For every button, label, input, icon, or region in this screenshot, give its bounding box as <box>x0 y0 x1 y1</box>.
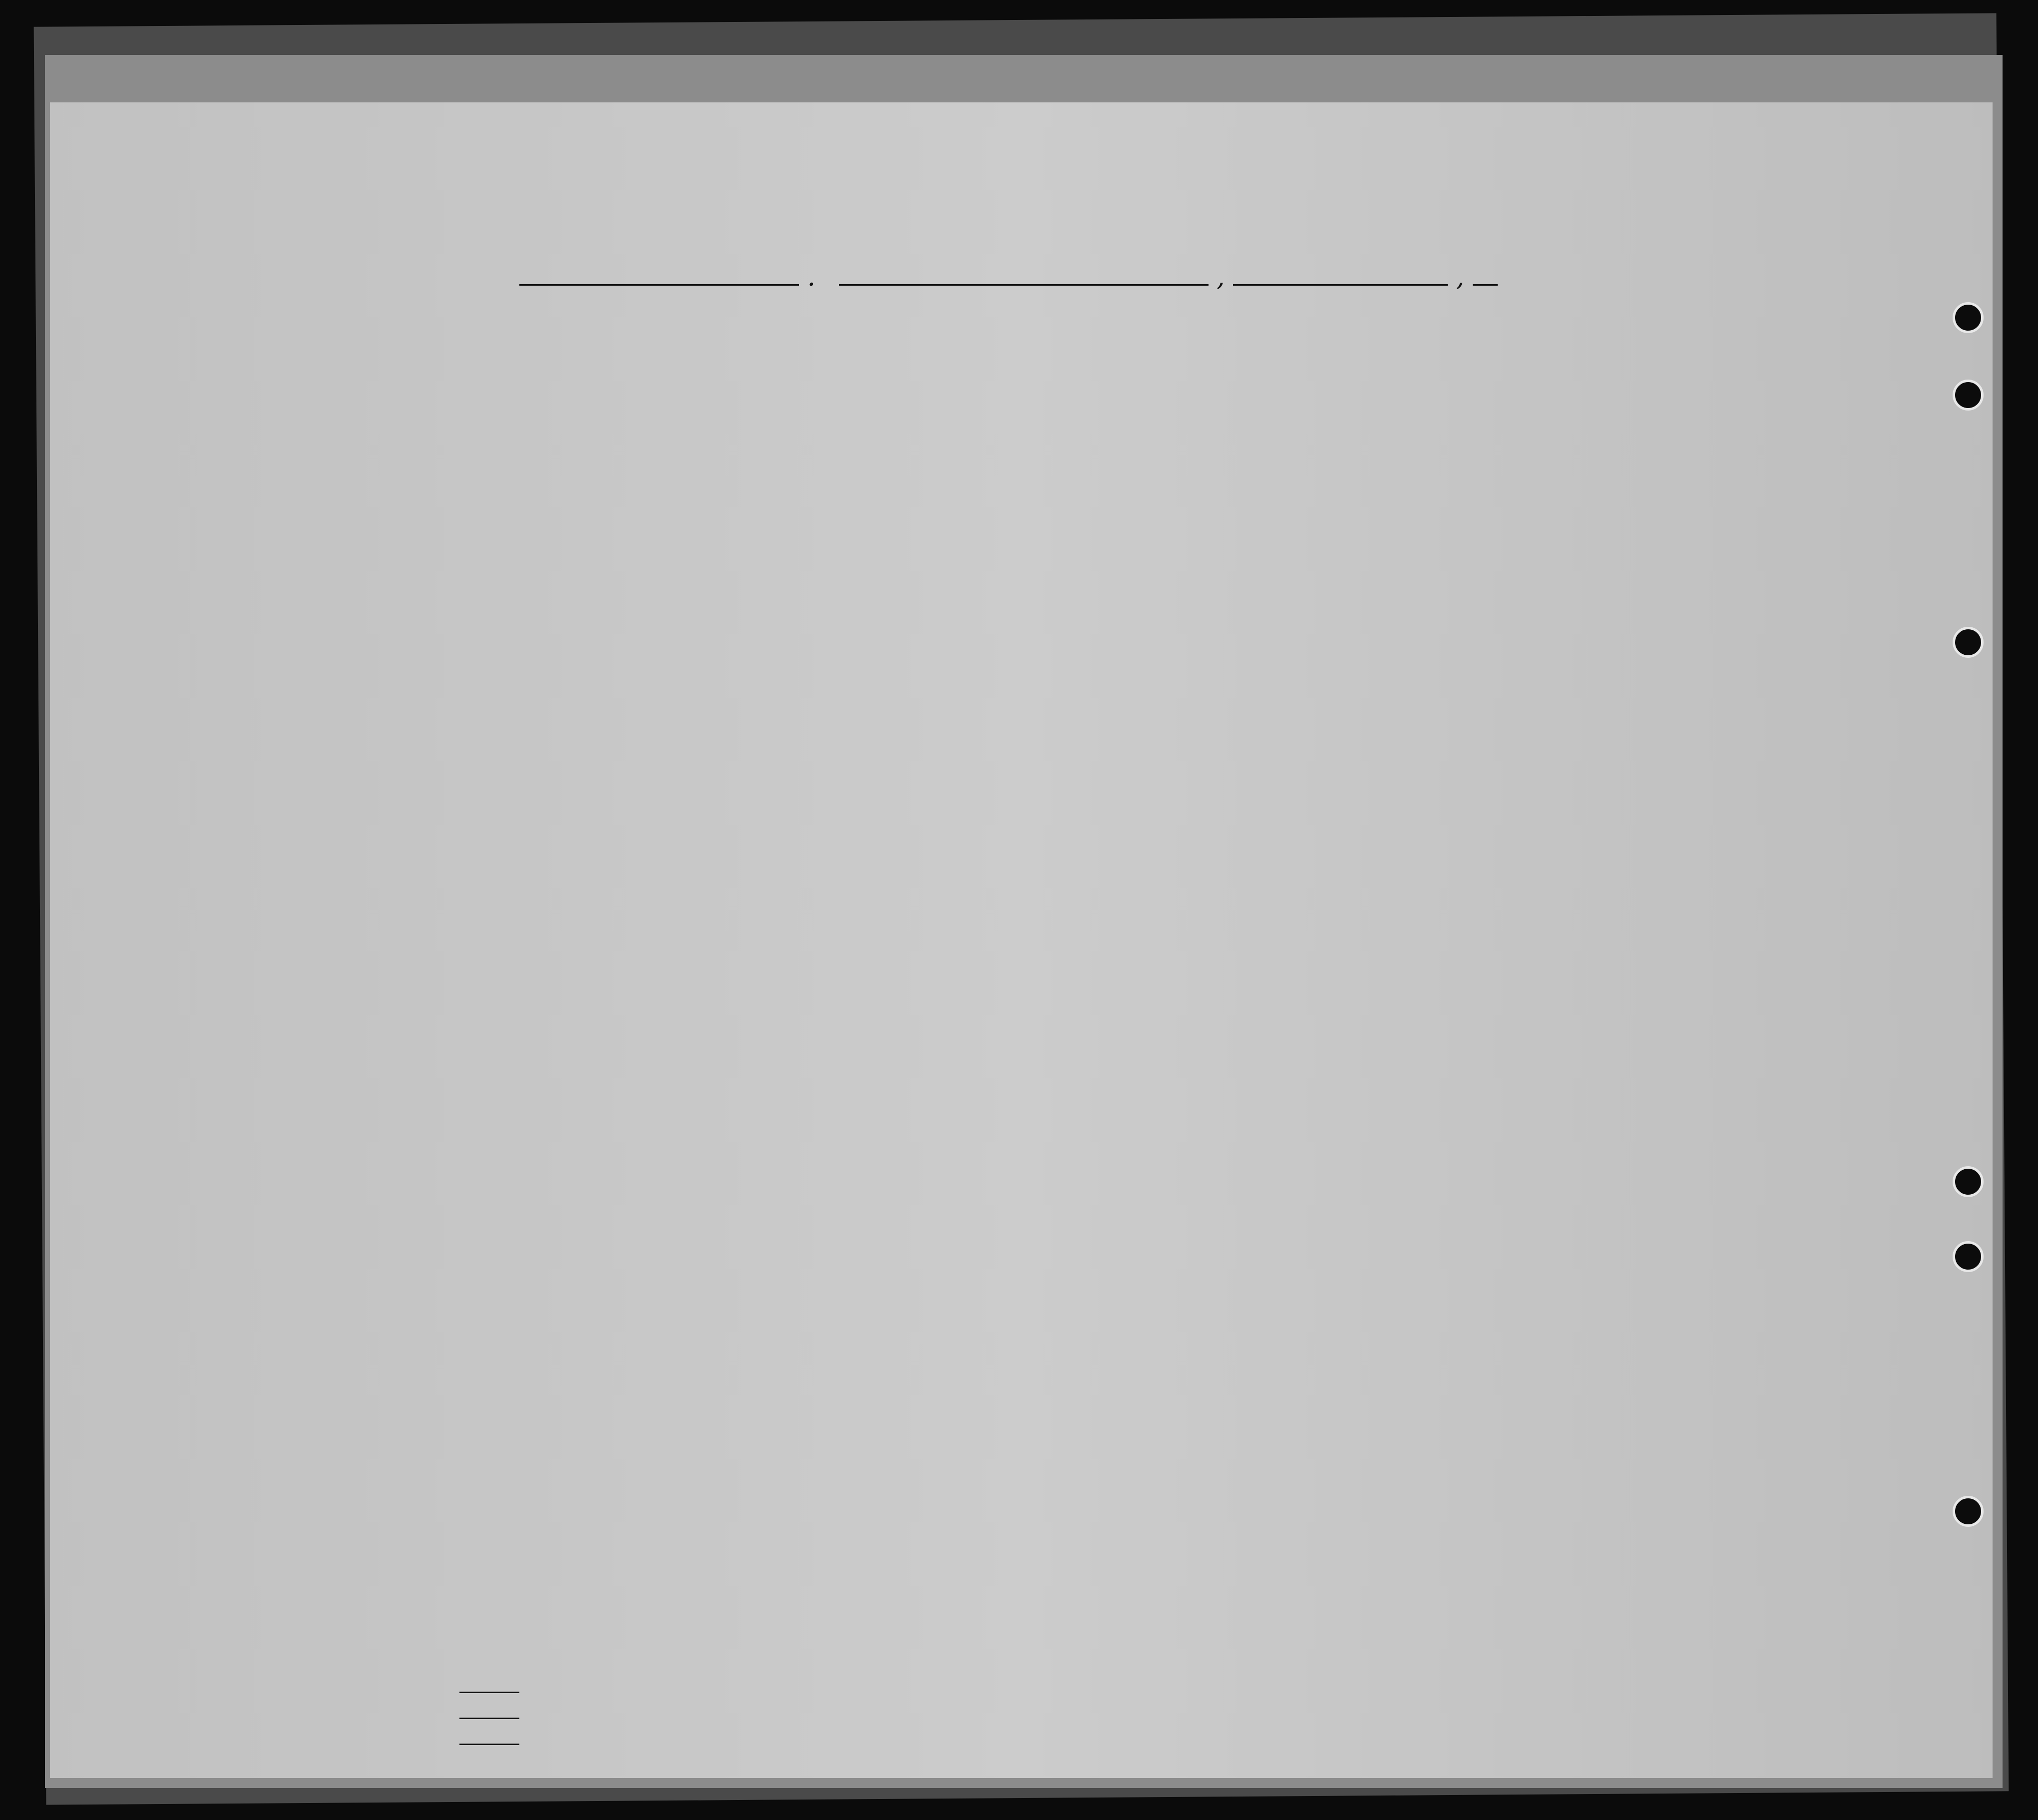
voyage-line: . , , <box>519 262 1498 292</box>
binder-hole <box>1953 1241 1984 1272</box>
total-passengers-value <box>459 1692 519 1693</box>
manifest-sheet <box>50 102 1993 1778</box>
binder-hole <box>1953 302 1984 333</box>
us-citizens-value <box>459 1718 519 1719</box>
binder-hole <box>1953 1496 1984 1527</box>
binder-hole <box>1953 627 1984 658</box>
binder-hole <box>1953 380 1984 411</box>
manifest-grid <box>50 102 1993 1778</box>
aliens-value <box>459 1744 519 1745</box>
binder-hole <box>1953 1166 1984 1197</box>
